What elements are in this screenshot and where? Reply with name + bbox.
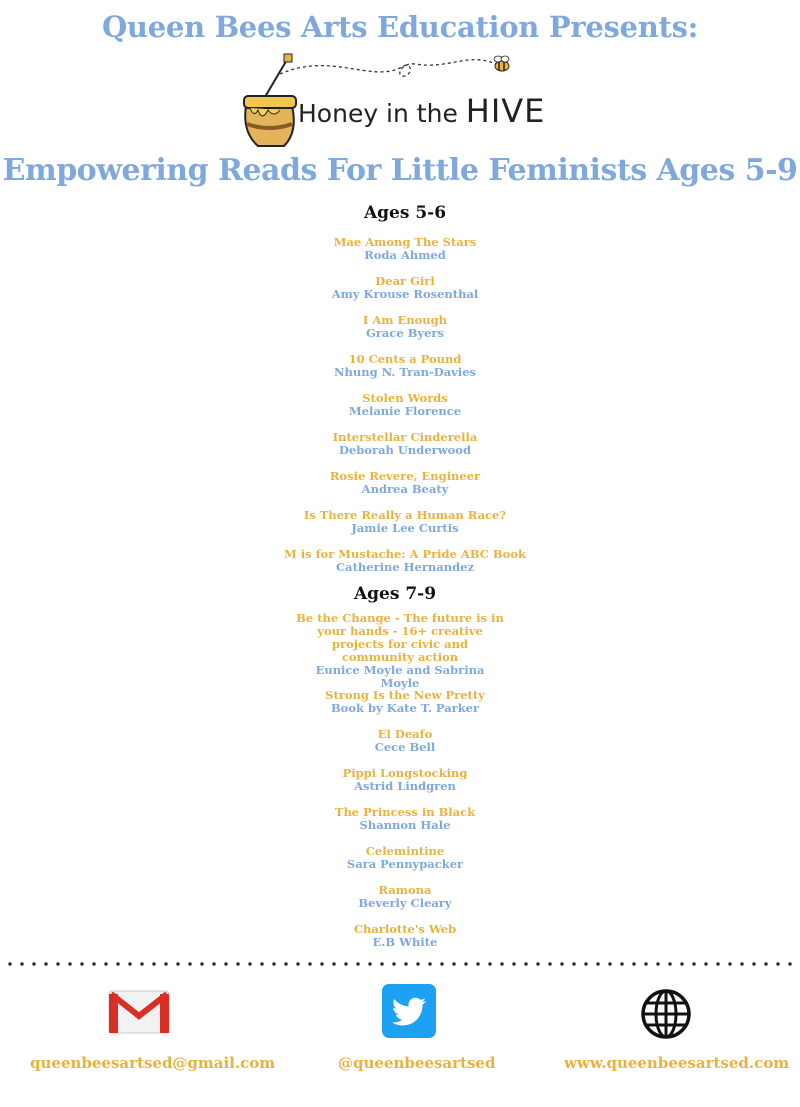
book-item	[280, 431, 530, 457]
book-author: Andrea Beaty	[361, 482, 449, 496]
book-item	[280, 470, 530, 496]
email-link[interactable]: queenbeesartsed@gmail.com	[30, 1054, 276, 1072]
book-item	[280, 353, 530, 379]
book-item	[280, 509, 530, 535]
book-item	[280, 689, 530, 715]
book-author: Cece Bell	[374, 740, 436, 754]
book-title: Be the Change - The future is in your hands - 16+ creative projects for civic and community action	[296, 611, 504, 664]
book-title: Ramona	[378, 883, 432, 897]
book-title: The Princess in Black	[334, 805, 476, 819]
logo-text	[298, 92, 545, 130]
book-title: Rosie Revere, Engineer	[329, 469, 481, 483]
book-title: I Am Enough	[362, 313, 448, 327]
book-item	[280, 767, 530, 793]
book-title: Stolen Words	[362, 391, 448, 405]
subtitle: Empowering Reads For Little Feminists Ages 5-9	[2, 153, 798, 188]
twitter-handle-link[interactable]: @queenbeesartsed	[338, 1054, 496, 1072]
book-author: Jamie Lee Curtis	[351, 521, 459, 535]
book-author: Shannon Hale	[359, 818, 451, 832]
book-title: Pippi Longstocking	[342, 766, 468, 780]
logo-text-hive: HIVE	[465, 92, 546, 130]
book-item	[265, 548, 545, 574]
book-author: Deborah Underwood	[339, 443, 471, 457]
book-title: El Deafo	[377, 727, 433, 741]
book-title: Dear Girl	[375, 274, 435, 288]
dotted-divider	[4, 962, 796, 966]
book-author: Roda Ahmed	[364, 248, 446, 262]
book-item	[280, 923, 530, 949]
book-title: Is There Really a Human Race?	[303, 508, 507, 522]
book-title: Mae Among The Stars	[333, 235, 477, 249]
book-item	[280, 845, 530, 871]
book-author: Grace Byers	[366, 326, 444, 340]
book-author: Nhung N. Tran-Davies	[333, 365, 477, 379]
section-heading-ages-5-6: Ages 5-6	[363, 203, 447, 223]
globe-icon[interactable]	[640, 988, 692, 1040]
book-item	[280, 728, 530, 754]
twitter-icon[interactable]	[382, 984, 436, 1038]
book-title: Interstellar Cinderella	[332, 430, 478, 444]
honey-hive-logo	[240, 52, 560, 152]
book-author: Book by Kate T. Parker	[330, 701, 480, 715]
book-author: Amy Krouse Rosenthal	[331, 287, 479, 301]
book-item	[280, 314, 530, 340]
section-heading-ages-7-9: Ages 7-9	[353, 584, 437, 604]
book-author: E.B White	[372, 935, 438, 949]
book-title: M is for Mustache: A Pride ABC Book	[284, 547, 526, 561]
book-item	[280, 884, 530, 910]
book-item	[280, 236, 530, 262]
book-item	[280, 806, 530, 832]
book-author: Sara Pennypacker	[346, 857, 464, 871]
book-title: 10 Cents a Pound	[348, 352, 462, 366]
book-author: Beverly Cleary	[358, 896, 452, 910]
book-title: Strong Is the New Pretty	[325, 688, 485, 702]
website-link[interactable]: www.queenbeesartsed.com	[564, 1054, 790, 1072]
header-title: Queen Bees Arts Education Presents:	[101, 10, 699, 44]
book-author: Astrid Lindgren	[354, 779, 456, 793]
gmail-icon[interactable]	[108, 990, 170, 1034]
book-title: Celemintine	[365, 844, 445, 858]
book-item	[280, 275, 530, 301]
book-item	[280, 392, 530, 418]
book-author: Melanie Florence	[348, 404, 462, 418]
logo-text-honey: Honey in the	[298, 99, 458, 128]
book-item	[295, 612, 505, 690]
book-author: Catherine Hernandez	[335, 560, 474, 574]
book-title: Charlotte's Web	[353, 922, 457, 936]
book-author: Eunice Moyle and Sabrina Moyle	[315, 663, 485, 690]
